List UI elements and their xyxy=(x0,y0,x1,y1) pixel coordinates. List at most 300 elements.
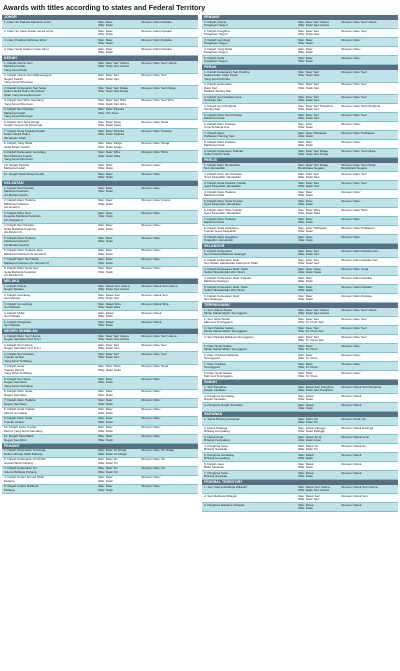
cell-line: Yang Amat Terbilang xyxy=(4,359,32,363)
section-kelantan xyxy=(2,181,198,279)
cell-line: 3. Darjah Kebesaran Seri Setia xyxy=(4,86,47,90)
woman-title-cell xyxy=(140,302,198,310)
cell-line: Woman: Dato' xyxy=(341,140,361,144)
woman-title-cell xyxy=(340,113,398,121)
cell-line: Yang Amat Dihormati xyxy=(4,102,33,106)
man-title-cell xyxy=(97,74,140,86)
cell-line: Ahmad Shah Pahang xyxy=(4,461,33,465)
man-title-cell xyxy=(97,417,140,425)
cell-line: Wife: Datin Seri Utama xyxy=(298,24,330,27)
cell-line: Woman: Dato' xyxy=(341,353,361,357)
table-row xyxy=(202,285,398,294)
man-title-cell xyxy=(97,108,140,120)
cell-line: Wife: Datin Patinggi xyxy=(298,430,325,433)
table-row xyxy=(202,403,398,412)
cell-line: 2. Darjah Kebesaran Dato' xyxy=(204,258,240,262)
woman-title-cell xyxy=(140,74,198,86)
woman-title-cell xyxy=(340,163,398,171)
cell-line: Woman: Dato' Seri Diraja xyxy=(141,86,176,90)
cell-line: Seri Selangor xyxy=(204,298,223,301)
cell-line: Mahkota Perak xyxy=(204,117,225,120)
man-title-cell xyxy=(97,199,140,211)
cell-line: 6. Darjah Kebesaran Dato' xyxy=(204,294,240,298)
award-name-cell xyxy=(202,131,297,139)
cell-line: Woman: Datuk xyxy=(341,453,362,457)
table-row xyxy=(202,38,398,47)
cell-line: Negeri Sembilan xyxy=(4,381,27,384)
cell-line: Wife: Datin Seri xyxy=(298,176,320,179)
cell-line: Wife: Datin xyxy=(298,144,314,147)
cell-line: Man: Dato' xyxy=(298,285,313,289)
man-title-cell xyxy=(297,326,340,334)
table-row xyxy=(2,435,198,444)
man-title-cell xyxy=(297,140,340,148)
cell-line: Mahkota Kelantan xyxy=(4,202,29,206)
man-title-cell xyxy=(97,186,140,198)
cell-line: Man: Datuk Seri Utama xyxy=(298,485,330,489)
cell-line: Woman: Dato' Seri xyxy=(341,335,367,339)
man-title-cell xyxy=(97,485,140,493)
cell-line: 2. Darjah Seri Utama xyxy=(4,343,33,347)
man-title-cell xyxy=(297,226,340,234)
woman-title-cell xyxy=(140,320,198,328)
cell-line: Woman: Datin Paduka xyxy=(341,285,372,289)
cell-line: Woman: Dato' xyxy=(341,47,361,51)
man-title-cell xyxy=(97,311,140,319)
table-row xyxy=(202,113,398,122)
cell-line: Pangkuan Negeri xyxy=(204,33,228,36)
woman-title-cell xyxy=(340,362,398,370)
cell-line: Wife: Datin xyxy=(98,429,114,433)
table-row xyxy=(202,258,398,267)
award-name-cell xyxy=(202,462,297,470)
table-row xyxy=(2,186,198,199)
cell-line: (Al-Ibrahimi I) xyxy=(4,231,23,234)
cell-line: Woman: Dato' Indera xyxy=(141,199,170,202)
table-row xyxy=(2,334,198,343)
table-row xyxy=(202,503,398,512)
cell-line: 5. Darjah Seri Paduka xyxy=(4,108,34,111)
man-title-cell xyxy=(97,38,140,46)
award-name-cell xyxy=(202,249,297,257)
cell-line: Muhriz Gemilang xyxy=(4,411,28,415)
man-title-cell xyxy=(297,444,340,452)
cell-line: 5. Darjah Seri Setia xyxy=(4,377,31,381)
award-name-cell xyxy=(202,83,297,95)
cell-line: 2. Darjah Dato' Paduka xyxy=(4,199,36,202)
cell-line: Wife: Datin xyxy=(98,176,114,179)
cell-line: Man: Dato' xyxy=(298,362,313,366)
award-name-cell xyxy=(202,485,297,493)
cell-line: Man: Datuk Wira xyxy=(98,302,121,306)
cell-line: Woman: Datin Paduka Seri xyxy=(341,249,378,253)
cell-line: Syed Sirajuddin Jamalullail xyxy=(204,212,241,215)
cell-line: Man: Dato' Pahlawan xyxy=(298,226,327,230)
woman-title-cell xyxy=(140,211,198,223)
man-title-cell xyxy=(97,267,140,279)
cell-line: Woman: Dato' xyxy=(141,211,161,215)
cell-line: Wife: Datin xyxy=(298,135,314,138)
man-title-cell xyxy=(297,385,340,393)
cell-line: Wife: Datin Amar xyxy=(298,439,321,442)
cell-line: 3. Darjah Setia Paduka Tuanku xyxy=(204,181,247,185)
cell-line: 6. Dato' Paduka Mahkota xyxy=(204,353,239,357)
cell-line: Woman: Datuk Seri xyxy=(341,494,368,498)
woman-title-cell xyxy=(340,122,398,130)
cell-line: Woman: Dato' Setia xyxy=(141,365,169,368)
woman-title-cell xyxy=(340,181,398,189)
woman-title-cell xyxy=(140,249,198,257)
cell-line: Wife: Datin Seri Diraja xyxy=(298,153,329,156)
cell-line: 1. Darjah Utama xyxy=(4,284,27,288)
award-name-cell xyxy=(2,142,97,150)
cell-line: Wife: Datin xyxy=(298,457,314,460)
cell-line: Man: Dato' Sri xyxy=(98,458,118,461)
cell-line: Man: Dato' Seri xyxy=(298,29,320,33)
cell-line: 5. Darjah Dato' Setia Tuanku xyxy=(204,199,243,203)
cell-line: Man: Dato' xyxy=(98,417,113,420)
man-title-cell xyxy=(97,476,140,484)
cell-line: Pangkuan Negeri xyxy=(204,51,228,54)
section-header: NEGERI SEMBILAN xyxy=(2,329,198,334)
man-title-cell xyxy=(297,47,340,55)
cell-line: Man: Dato' Seri Utama xyxy=(298,308,329,312)
woman-title-cell xyxy=(140,129,198,141)
cell-line: 4. Darjah Dato' Paduka xyxy=(204,190,236,194)
cell-line: Man: Dato' xyxy=(98,476,113,479)
table-row xyxy=(202,104,398,113)
cell-line: Man: Dato' xyxy=(298,276,313,280)
award-name-cell xyxy=(202,471,297,479)
cell-line: 8. Darjah Setia Tuanku xyxy=(4,408,35,411)
cell-line: Terengganu xyxy=(204,366,221,369)
woman-title-cell xyxy=(340,485,398,493)
cell-line: Wife: Datin xyxy=(98,215,114,218)
award-name-cell xyxy=(202,267,297,275)
cell-line: Wife: Datin xyxy=(98,42,114,45)
woman-title-cell xyxy=(340,371,398,379)
man-title-cell xyxy=(297,267,340,275)
woman-title-cell xyxy=(140,284,198,292)
table-row xyxy=(2,258,198,267)
cell-line: Woman: Dato' xyxy=(141,417,161,420)
cell-line: Man: Dato' xyxy=(98,186,113,190)
cell-line: Wife: Datin Wira xyxy=(298,212,321,215)
cell-line: Wife: Datin xyxy=(98,24,114,27)
cell-line: 9. Darjah Kebesaran Paduka xyxy=(204,149,244,153)
award-name-cell xyxy=(2,390,97,398)
cell-line: Woman: Dato' xyxy=(141,485,161,488)
table-row xyxy=(202,140,398,149)
cell-line: 7. Darjah Dato' xyxy=(204,131,225,135)
cell-line: Yang Amat Dihormati xyxy=(4,115,33,118)
cell-line: 2. Dato' Sri Setia Sultan Ismail Johor xyxy=(4,29,54,33)
woman-title-cell xyxy=(340,38,398,46)
cell-line: Man: Dato' Seri xyxy=(298,83,320,86)
cell-line: Wife: Datin Seri xyxy=(98,356,120,359)
table-row xyxy=(202,353,398,362)
cell-line: Woman: Dato' Seri xyxy=(141,352,167,356)
man-title-cell xyxy=(297,353,340,361)
woman-title-cell xyxy=(340,444,398,452)
cell-line: 4. Darjah Setia xyxy=(4,365,25,368)
cell-line: Darjah Kinabalu xyxy=(204,398,226,401)
table-row xyxy=(202,122,398,131)
cell-line: Wife: Datin xyxy=(298,230,314,233)
cell-line: Woman: Dato' Wira xyxy=(141,151,168,154)
cell-line: Woman: Dato' xyxy=(141,267,161,270)
table-row xyxy=(202,70,398,83)
cell-line: Woman: Dato' xyxy=(141,408,161,411)
table-row xyxy=(2,365,198,378)
section-header: KELANTAN xyxy=(2,181,198,186)
cell-line: Mizan Zainal Abidin Terengganu xyxy=(204,348,248,351)
table-row xyxy=(2,467,198,476)
woman-title-cell xyxy=(340,294,398,302)
cell-line: Wife: Datin Seri Utama xyxy=(298,489,330,492)
table-row xyxy=(2,399,198,408)
woman-title-cell xyxy=(140,163,198,171)
cell-line: 4. Darjah Sultan Ahmad Shah xyxy=(4,476,45,479)
man-title-cell xyxy=(97,172,140,180)
cell-line: Man: Dato' Seri Panglima xyxy=(298,104,333,108)
cell-line: Pahlawan Taming Sari xyxy=(204,135,235,138)
table-row xyxy=(2,417,198,426)
cell-line: 5. Dato' Setia Sultan xyxy=(204,344,232,348)
cell-line: 4. Panglima Setia xyxy=(204,444,228,448)
left-column xyxy=(2,15,198,669)
cell-line: Wife: Toh Puan xyxy=(98,111,119,115)
award-name-cell xyxy=(2,129,97,141)
man-title-cell xyxy=(97,86,140,98)
woman-title-cell xyxy=(340,249,398,257)
man-title-cell xyxy=(297,208,340,216)
man-title-cell xyxy=(97,163,140,171)
cell-line: Wife: Datin xyxy=(98,488,114,492)
award-name-cell xyxy=(202,353,297,361)
table-row xyxy=(2,38,198,47)
cell-line: Man: Dato' Wira xyxy=(298,208,320,212)
cell-line: Mu'adzam Shah xyxy=(4,136,26,140)
cell-line: 5. Darjah Kebesaran Dato' Setia xyxy=(204,285,248,289)
woman-title-cell xyxy=(340,503,398,511)
award-name-cell xyxy=(2,284,97,292)
cell-line: Woman: Dato' xyxy=(141,163,161,167)
cell-line: Wife: Datin xyxy=(298,398,314,401)
cell-line: Man: Dato' xyxy=(98,249,113,252)
table-row xyxy=(2,163,198,172)
cell-line: Woman: Dato' xyxy=(341,371,361,375)
cell-line: Man: Dato' xyxy=(98,47,113,51)
cell-line: 10. Darjah Setia Tuanku xyxy=(4,426,37,429)
cell-line: Man: Dato' Seri xyxy=(298,335,320,339)
cell-line: Cura Si Manja Kini xyxy=(204,126,230,129)
award-name-cell xyxy=(2,86,97,98)
cell-line: Man: Dato' xyxy=(298,353,313,357)
cell-line: Woman: Dato' xyxy=(341,56,361,60)
cell-line: 1. Seri Panglima xyxy=(204,385,227,389)
woman-title-cell xyxy=(340,140,398,148)
cell-line: Tuanku Ja'afar xyxy=(4,420,24,424)
cell-line: Man: Dato' xyxy=(98,29,113,33)
cell-line: Wife: Datin Seri Utama xyxy=(298,312,330,315)
woman-title-cell xyxy=(140,426,198,434)
table-row xyxy=(202,385,398,394)
cell-line: Wife: Datin Setia xyxy=(98,124,121,127)
section-header: PERLIS xyxy=(202,158,398,163)
cell-line: Man: Dato' xyxy=(98,163,113,167)
woman-title-cell xyxy=(340,104,398,112)
award-name-cell xyxy=(202,235,297,243)
man-title-cell xyxy=(97,258,140,266)
award-name-cell xyxy=(202,47,297,55)
cell-line: Mizan Zainal Abidin Terengganu xyxy=(204,330,248,333)
man-title-cell xyxy=(97,249,140,257)
award-name-cell xyxy=(2,172,97,180)
cell-line: 2. Panglima Gemilang xyxy=(204,394,234,398)
man-title-cell xyxy=(297,485,340,493)
man-title-cell xyxy=(297,417,340,425)
woman-title-cell xyxy=(340,335,398,343)
cell-line: Wife: Datin Seri xyxy=(298,117,320,120)
cell-line: Man: Datuk xyxy=(98,311,114,315)
award-name-cell xyxy=(2,343,97,351)
cell-line: Woman: Dato' Seri xyxy=(341,172,367,176)
cell-line: Sultan Sharafuddin Idris Shah xyxy=(204,271,245,274)
cell-line: Pahang xyxy=(4,479,15,483)
award-name-cell xyxy=(2,408,97,416)
section-sarawak xyxy=(202,412,398,480)
man-title-cell xyxy=(297,258,340,266)
cell-line: Bintang Kenyalang xyxy=(204,457,230,460)
cell-line: Wife: Datin xyxy=(98,479,114,483)
cell-line: Tuanku Muhriz xyxy=(4,368,25,372)
cell-line: Setia Mahkota Kelantan xyxy=(4,270,37,274)
award-name-cell xyxy=(2,108,97,120)
table-row xyxy=(202,494,398,503)
cell-line: Woman: Dato' Seri xyxy=(341,181,367,185)
cell-line: Setia Mahkota Kelantan xyxy=(4,227,37,231)
cell-line: Man: Dato' Setia xyxy=(98,120,121,124)
cell-line: Mahkota Perlis xyxy=(204,194,225,197)
table-row xyxy=(2,142,198,151)
cell-line: Wife: Datin xyxy=(98,190,114,193)
cell-line: Wife: To' Puan xyxy=(298,357,318,360)
cell-line: Wife: To' Puan xyxy=(298,366,318,369)
award-name-cell xyxy=(2,485,97,493)
cell-line: Negeri Melaka xyxy=(4,288,24,291)
award-name-cell xyxy=(202,294,297,302)
man-title-cell xyxy=(97,435,140,443)
award-name-cell xyxy=(202,29,297,37)
cell-line: Wife: Datin Seri Diraja xyxy=(98,90,129,93)
table-row xyxy=(202,20,398,29)
cell-line: Mahmud Terengganu xyxy=(204,321,233,324)
cell-line: Yang Amat Gemilang xyxy=(4,384,33,388)
table-row xyxy=(202,276,398,285)
table-row xyxy=(2,284,198,293)
cell-line: Wife: Datin xyxy=(98,315,114,318)
cell-line: Mahkota Kelantan (Al-Yahyawi II) xyxy=(4,261,49,265)
section-perlis xyxy=(202,158,398,244)
cell-line: 1. Darjah Utama Seri xyxy=(4,61,33,65)
cell-line: Woman: Datuk xyxy=(141,320,162,324)
award-name-cell xyxy=(2,476,97,484)
section-kedah xyxy=(2,56,198,181)
cell-line: Man: Dato' xyxy=(298,140,313,144)
woman-title-cell xyxy=(340,20,398,28)
cell-line: Man: Dato' xyxy=(298,190,313,194)
table-row xyxy=(202,83,398,96)
woman-title-cell xyxy=(340,317,398,325)
cell-line: Wife: Datin xyxy=(98,252,114,256)
cell-line: Sultan Abdul Halim xyxy=(4,133,30,136)
table-row xyxy=(202,317,398,326)
award-name-cell xyxy=(202,494,297,502)
cell-line: Wife: Datin Seri xyxy=(298,99,320,102)
woman-title-cell xyxy=(340,83,398,95)
cell-line: Wife: Datin xyxy=(298,203,314,206)
section-sabah xyxy=(202,380,398,412)
cell-line: Woman: Datin Paduka xyxy=(141,20,172,24)
cell-line: Wife: Datin Seri xyxy=(298,33,320,36)
woman-title-cell xyxy=(140,365,198,377)
cell-line: Darjah Kinabalu xyxy=(204,389,226,392)
cell-line: Wife: Datin xyxy=(98,51,114,54)
cell-line: Woman: Dato' Pahlawan xyxy=(341,131,375,135)
cell-line: Woman: Dato' xyxy=(141,258,161,261)
man-title-cell xyxy=(297,122,340,130)
award-name-cell xyxy=(2,426,97,434)
cell-line: Man: Dato' xyxy=(98,435,113,438)
woman-title-cell xyxy=(340,344,398,352)
award-name-cell xyxy=(202,56,297,64)
cell-line: 1. Darjah Utama xyxy=(204,20,227,24)
woman-title-cell xyxy=(340,394,398,402)
award-name-cell xyxy=(2,61,97,73)
cell-line: Mahkota Perlis xyxy=(204,221,225,224)
woman-title-cell xyxy=(140,142,198,150)
cell-line: Pangkuan Negeri xyxy=(204,60,228,63)
table-row xyxy=(2,74,198,87)
cell-line: Man: Dato' Wira xyxy=(98,151,120,154)
award-name-cell xyxy=(202,403,297,411)
cell-line: 3. Darjah Seri Paduka xyxy=(4,352,34,356)
man-title-cell xyxy=(97,47,140,55)
woman-title-cell xyxy=(140,343,198,351)
cell-line: Wife: Datin xyxy=(298,407,314,410)
award-name-cell xyxy=(2,20,97,28)
award-name-cell xyxy=(2,236,97,248)
man-title-cell xyxy=(97,120,140,128)
cell-line: Woman: Dato' Wira xyxy=(341,208,368,212)
award-name-cell xyxy=(2,365,97,377)
woman-title-cell xyxy=(140,458,198,466)
woman-title-cell xyxy=(340,494,398,502)
cell-line: 5. Darjah Indera Mahkota xyxy=(4,485,39,488)
award-name-cell xyxy=(2,120,97,128)
cell-line: Man: Datuk xyxy=(98,320,114,324)
cell-line: Man: Dato' Seri xyxy=(98,74,120,77)
cell-line: 5. Darjah Dato' Seri Paduka xyxy=(204,113,242,117)
cell-line: 4. Seri Paduka Mahkota Terengganu xyxy=(204,335,254,339)
man-title-cell xyxy=(97,377,140,389)
cell-line: 8. Darjah Setia Pahlawan xyxy=(204,226,239,230)
woman-title-cell xyxy=(140,435,198,443)
cell-line: 2. Seri Setia Sultan xyxy=(204,317,231,321)
cell-line: 1. Darjah Kebesaran Seri Paduka xyxy=(204,70,250,74)
cell-line: Woman: Dato' Setia xyxy=(341,267,369,271)
